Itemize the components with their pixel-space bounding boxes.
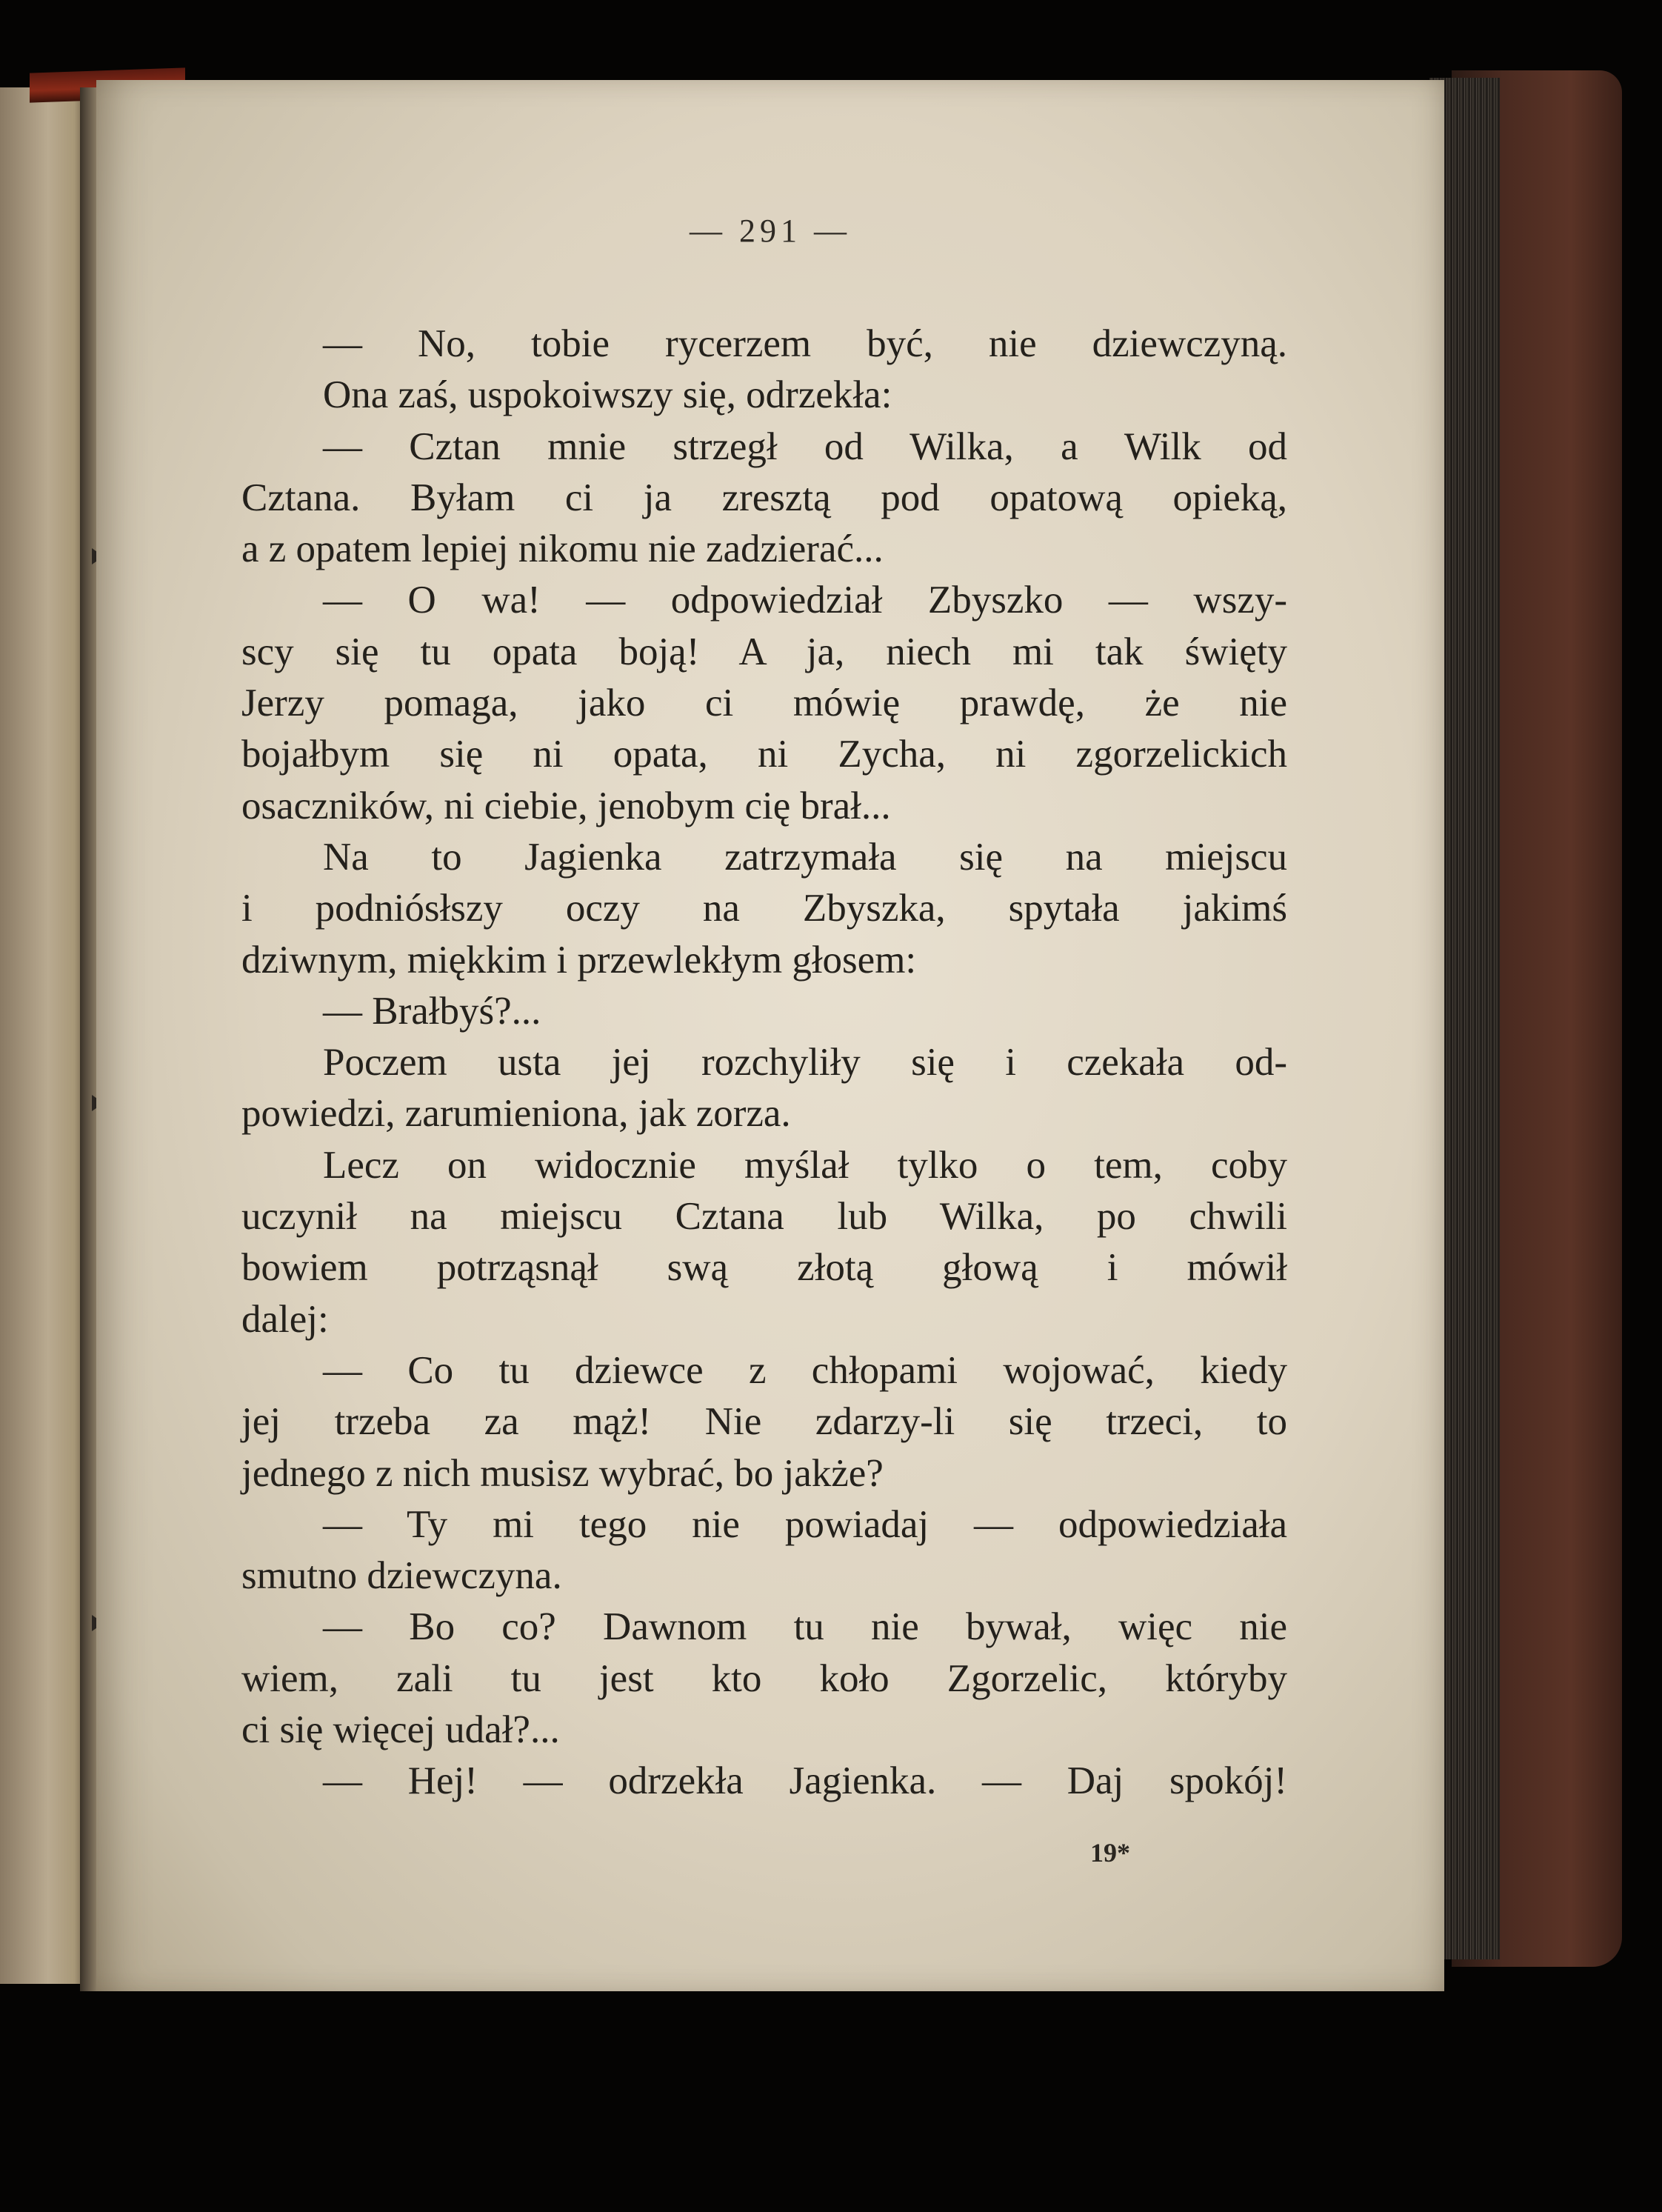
text-line: dziwnym, miękkim i przewlekłym głosem:	[241, 938, 917, 982]
printer-signature-mark: 19*	[1090, 1838, 1130, 1868]
text-line: — Ty mi tego nie powiadaj — odpowiedziała	[323, 1502, 1287, 1546]
text-line: scy się tu opata boją! A ja, niech mi tak święty	[241, 630, 1287, 673]
text-line: osaczników, ni ciebie, jenobym cię brał...	[241, 784, 891, 827]
text-line: — Hej! — odrzekła Jagienka. — Daj spokój!	[323, 1759, 1287, 1803]
text-line: — O wa! — odpowiedział Zbyszko — wszy-	[323, 579, 1287, 622]
text-line: — Co tu dziewce z chłopami wojować, kiedy	[323, 1348, 1287, 1392]
text-line: — No, tobie rycerzem być, nie dziewczyną.	[323, 322, 1287, 365]
text-line: powiedzi, zarumieniona, jak zorza.	[241, 1092, 791, 1136]
text-line: bowiem potrząsnął swą złotą głową i mówił	[241, 1246, 1287, 1290]
text-line: a z opatem lepiej nikomu nie zadzierać...	[241, 527, 884, 571]
text-line: Cztana. Byłam ci ja zresztą pod opatową opieką,	[241, 476, 1287, 519]
text-line: — Brałbyś?...	[323, 989, 541, 1033]
text-line: bojałbym się ni opata, ni Zycha, ni zgorzelickich	[241, 733, 1287, 776]
text-line: — Bo co? Dawnom tu nie bywał, więc nie	[323, 1605, 1287, 1649]
text-line: jej trzeba za mąż! Nie zdarzy-li się trzeci, to	[241, 1400, 1287, 1444]
text-line: dalej:	[241, 1297, 329, 1341]
text-line: Poczem usta jej rozchyliły się i czekała od-	[323, 1041, 1287, 1085]
page-number: — 291 —	[690, 213, 851, 249]
book-page	[96, 80, 1444, 1991]
text-line: smutno dziewczyna.	[241, 1554, 562, 1598]
left-page-edge	[0, 87, 87, 1984]
text-line: jednego z nich musisz wybrać, bo jakże?	[241, 1451, 884, 1495]
text-line: — Cztan mnie strzegł od Wilka, a Wilk od	[323, 424, 1287, 468]
text-line: i podniósłszy oczy na Zbyszka, spytała jakimś	[241, 887, 1287, 930]
text-line: Jerzy pomaga, jako ci mówię prawdę, że nie	[241, 682, 1287, 725]
text-line: Ona zaś, uspokoiwszy się, odrzekła:	[323, 373, 892, 417]
text-line: uczynił na miejscu Cztana lub Wilka, po chwili	[241, 1195, 1287, 1239]
text-line: wiem, zali tu jest kto koło Zgorzelic, któryby	[241, 1656, 1287, 1700]
text-line: Lecz on widocznie myślał tylko o tem, coby	[323, 1143, 1287, 1187]
text-line: Na to Jagienka zatrzymała się na miejscu	[323, 835, 1287, 879]
page-body-text	[241, 319, 1287, 1808]
text-line: ci się więcej udał?...	[241, 1708, 560, 1752]
